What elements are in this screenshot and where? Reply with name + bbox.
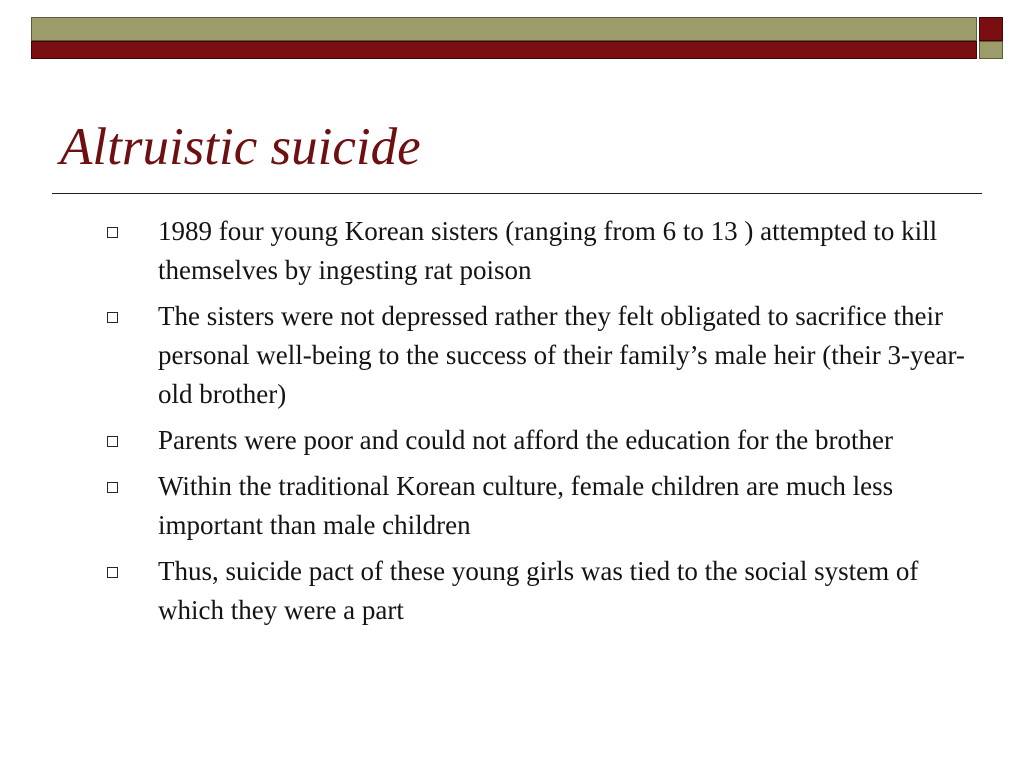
header-square-olive (979, 41, 1003, 59)
bullet-list (105, 212, 985, 637)
bullet-item (105, 421, 985, 460)
bullet-text: Parents were poor and could not afford the education for the brother (158, 425, 893, 455)
header-square-maroon (979, 17, 1003, 41)
square-bullet-icon (107, 567, 118, 578)
bullet-text: 1989 four young Korean sisters (ranging from 6 to 13 ) attempted to kill themselves by ingesting rat poison (158, 216, 938, 285)
slide-title: Altruistic suicide (60, 118, 421, 176)
title-divider (52, 193, 982, 194)
header-bar-maroon (31, 41, 977, 59)
header-bar-olive (31, 17, 977, 41)
square-bullet-icon (107, 482, 118, 493)
bullet-item (105, 212, 985, 290)
bullet-item (105, 552, 985, 630)
bullet-item (105, 297, 985, 414)
square-bullet-icon (107, 227, 118, 238)
square-bullet-icon (107, 436, 118, 447)
bullet-text: Thus, suicide pact of these young girls was tied to the social system of which they were a part (158, 556, 919, 625)
bullet-text: The sisters were not depressed rather they felt obligated to sacrifice their personal well-being to the success of their family’s male heir (their 3-year-old brother) (158, 301, 965, 409)
bullet-text: Within the traditional Korean culture, female children are much less important than male children (158, 471, 894, 540)
square-bullet-icon (107, 312, 118, 323)
bullet-item (105, 467, 985, 545)
